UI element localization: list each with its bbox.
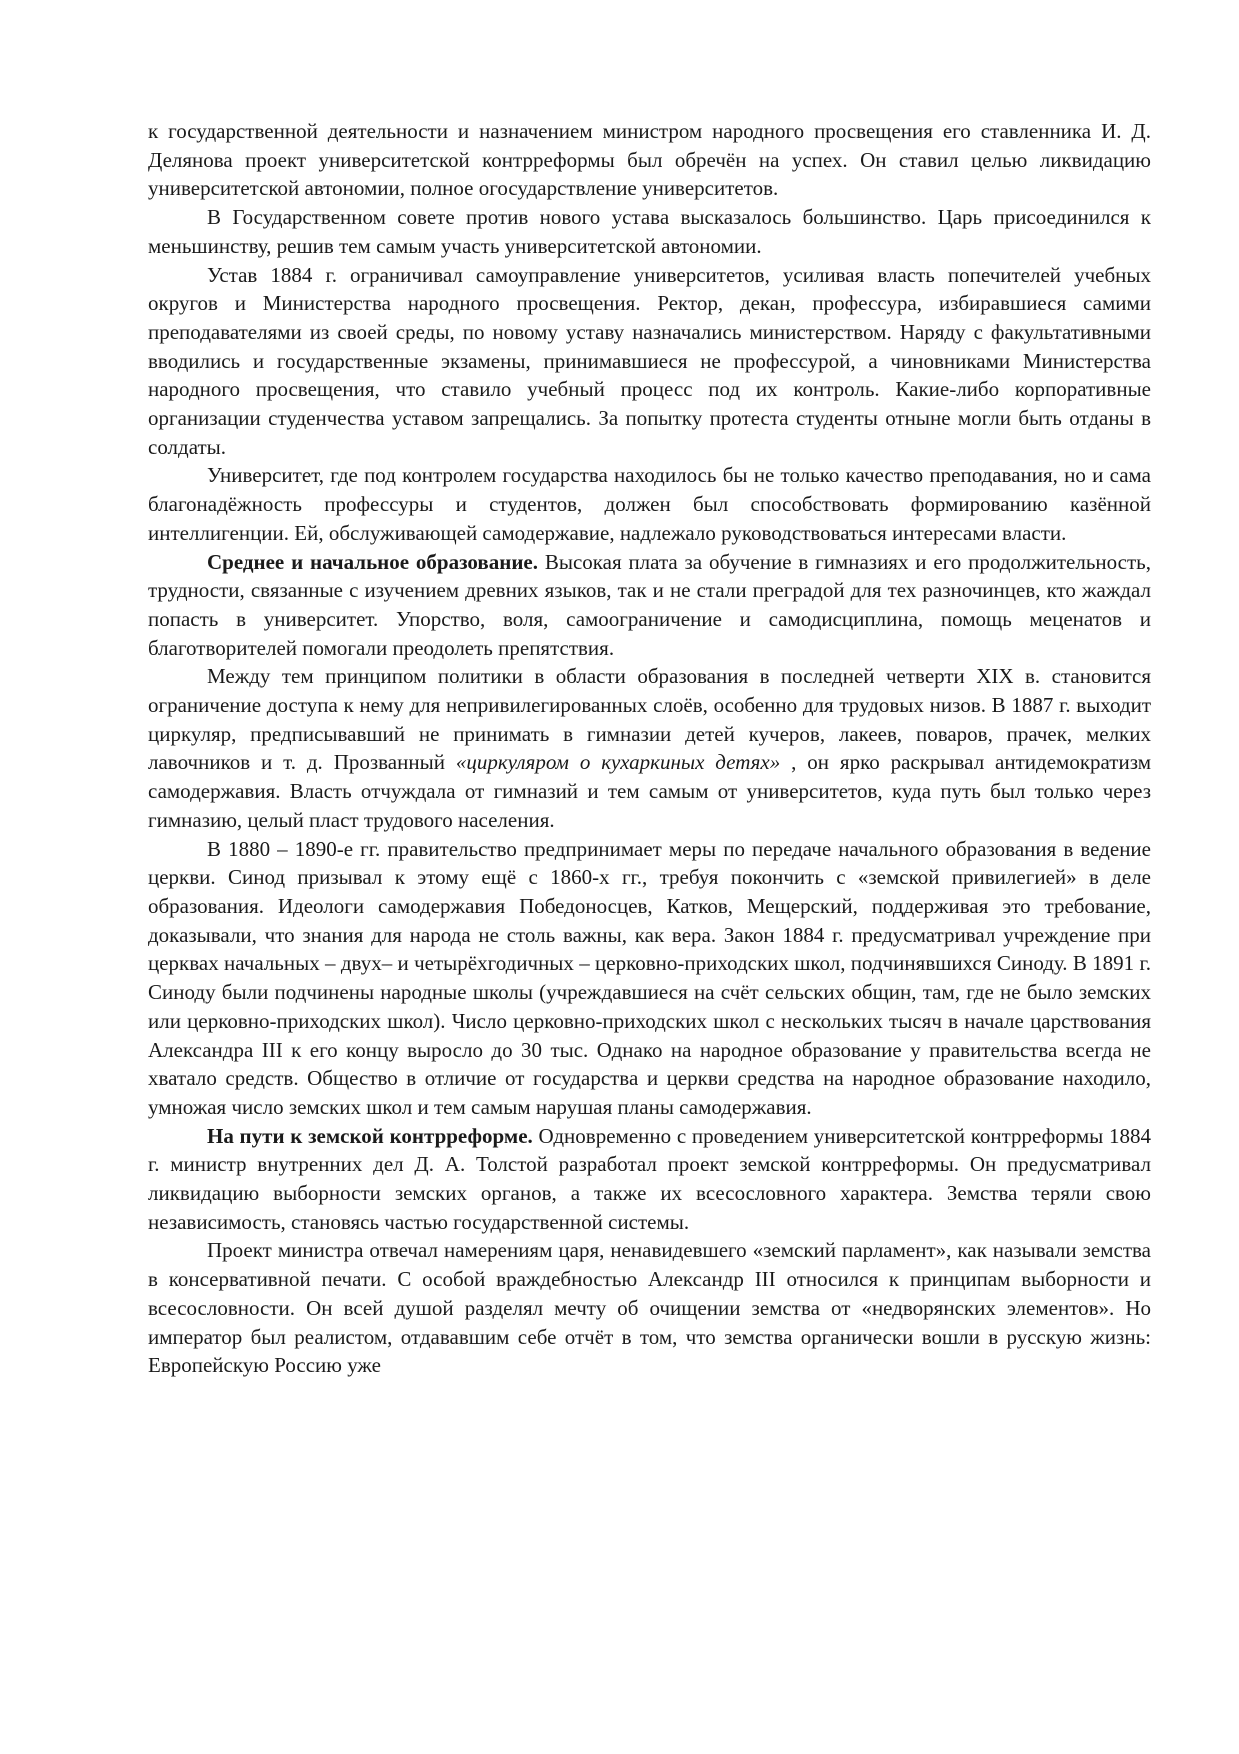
paragraph-5-text: Высокая плата за обучение в гимназиях и его продолжительность, трудности, связанные с изучением древних языков, так и не стали преградой для тех разночинцев, кто жаждал попасть в университет. Упорство, воля, самоограничение и самодисциплина, помощь меценатов и благотворителей помогали преодолеть препятствия. <box>148 549 1151 660</box>
paragraph-8-text: Одновременно с проведением университетской контрреформы 1884 г. министр внутренних дел Д. А. Толстой разработал проект земской контрреформы. Он предусматривал ликвидацию выборности земских органов, а также их всесословного характера. Земства теряли свою независимость, становясь частью государственной системы. <box>148 1123 1151 1234</box>
paragraph-6-text-after: , он ярко раскрывал антидемократизм самодержавия. Власть отчуждала от гимназий и тем самым от университетов, куда путь был только через гимназию, целый пласт трудового населения. <box>148 750 1152 832</box>
paragraph-3-text: Устав 1884 г. ограничивал самоуправление университетов, усиливая власть попечителей учебных округов и Министерства народного просвещения. Ректор, декан, профессура, избиравшиеся самими преподавателями из своей среды, по новому уставу назначались министерством. Наряду с факультативными вводились и государственные экзамены, принимавшиеся не профессурой, а чиновниками Министерства народного просвещения, что ставило учебный процесс под их контроль. Какие-либо корпоративные организации студенчества уставом запрещались. За попытку протеста студенты отныне могли быть отданы в солдаты. <box>148 262 1151 459</box>
paragraph-2 <box>148 203 1151 260</box>
paragraph-2-text: В Государственном совете против нового устава высказалось большинство. Царь присоединился к меньшинству, решив тем самым участь университетской автономии. <box>148 205 1151 258</box>
paragraph-7 <box>148 835 1151 1122</box>
paragraph-9 <box>148 1236 1151 1380</box>
section-heading-secondary-education: Среднее и начальное образование. <box>207 549 538 574</box>
paragraph-1 <box>148 117 1151 203</box>
paragraph-3 <box>148 261 1151 462</box>
paragraph-6-text: Между тем принципом политики в области образования в последней четверти XIX в. становится ограничение доступа к нему для непривилегированных слоёв, особенно для трудовых низов. В 1887 г. выходит циркуляр, предписывавший не принимать в гимназии детей кучеров, лакеев, поваров, прачек, мелких лавочников и т. д. Прозванный <box>148 664 1151 775</box>
paragraph-9-text: Проект министра отвечал намерениям царя, ненавидевшего «земский парламент», как называли земства в консервативной печати. С особой враждебностью Александр III относился к принципам выборности и всесословности. Он всей душой разделял мечту об очищении земства от «недворянских элементов». Но император был реалистом, отдававшим себе отчёт в том, что земства органически вошли в русскую жизнь: Европейскую Россию уже <box>148 1238 1151 1378</box>
section-heading-zemstvo-counterreform: На пути к земской контрреформе. <box>207 1123 533 1148</box>
document-page <box>148 117 1151 1380</box>
paragraph-7-text: В 1880 – 1890-е гг. правительство предпринимает меры по передаче начального образования в ведение церкви. Синод призывал к этому ещё с 1860-х гг., требуя покончить с «земской привилегией» в деле образования. Идеологи самодержавия Победоносцев, Катков, Мещерский, поддерживая это требование, доказывали, что знания для народа не столь важны, как вера. Закон 1884 г. предусматривал учреждение при церквах начальных – двух– и четырёхгодичных – церковно-приходских школ, подчинявшихся Синоду. В 1891 г. Синоду были подчинены народные школы (учреждавшиеся на счёт сельских общин, там, где не было земских или церковно-приходских школ). Число церковно-приходских школ с нескольких тысяч в начале царствования Александра III к его концу выросло до 30 тыс. Однако на народное образование у правительства всегда не хватало средств. Общество в отличие от государства и церкви средства на народное образование находило, умножая число земских школ и тем самым нарушая планы самодержавия. <box>148 836 1151 1119</box>
paragraph-5 <box>148 548 1151 663</box>
paragraph-1-text: к государственной деятельности и назначением министром народного просвещения его ставленника И. Д. Делянова проект университетской контрреформы был обречён на успех. Он ставил целью ликвидацию университетской автономии, полное огосударствление университетов. <box>148 119 1151 201</box>
paragraph-4 <box>148 461 1151 547</box>
paragraph-6 <box>148 662 1151 834</box>
paragraph-8 <box>148 1122 1151 1237</box>
paragraph-4-text: Университет, где под контролем государства находилось бы не только качество преподавания, но и сама благонадёжность профессуры и студентов, должен был способствовать формированию казённой интеллигенции. Ей, обслуживающей самодержавие, надлежало руководствоваться интересами власти. <box>148 463 1151 545</box>
italic-phrase: «циркуляром о кухаркиных детях» <box>455 750 781 775</box>
